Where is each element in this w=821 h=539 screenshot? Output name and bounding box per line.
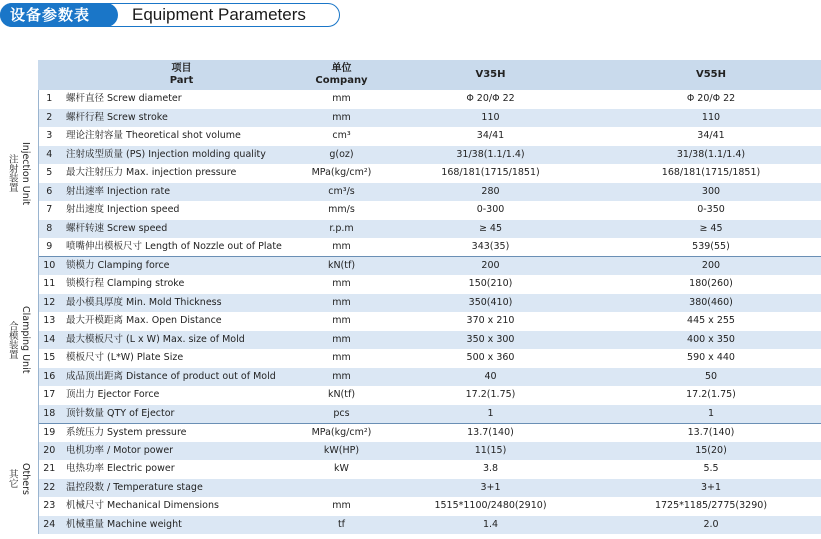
row-value-v35h: 110 [380,109,601,128]
group-label-en: Others [19,462,31,495]
row-value-v35h: 168/181(1715/1851) [380,164,601,183]
row-value-v55h: 200 [601,257,821,276]
header-unit-cn: 单位 [331,63,352,74]
row-unit: kN(tf) [303,257,380,276]
table-row [0,257,821,276]
row-value-v35h: 40 [380,368,601,387]
table-row [0,331,821,350]
row-value-v55h: ≥ 45 [601,220,821,239]
row-value-v35h: ≥ 45 [380,220,601,239]
header-part-en: Part [169,75,194,86]
row-item: 顶针数量 QTY of Ejector [60,405,303,424]
table-row [0,183,821,202]
row-item: 顶出力 Ejector Force [60,386,303,405]
row-value-v35h: 11(15) [380,442,601,461]
table-row [0,294,821,313]
page-header-banner [0,0,345,30]
row-value-v55h: 110 [601,109,821,128]
row-item: 成品顶出距离 Distance of product out of Mold [60,368,303,387]
row-item: 螺杆转速 Screw speed [60,220,303,239]
row-value-v55h: 5.5 [601,460,821,479]
row-unit: cm³/s [303,183,380,202]
row-value-v55h: 1 [601,405,821,424]
row-value-v55h: 17.2(1.75) [601,386,821,405]
row-item: 螺杆直径 Screw diameter [60,90,303,109]
row-number: 3 [38,127,60,146]
table-row [0,220,821,239]
row-number: 23 [38,497,60,516]
row-value-v35h: 31/38(1.1/1.4) [380,146,601,165]
table-row [0,312,821,331]
row-unit: mm [303,109,380,128]
table-row [0,516,821,535]
row-value-v35h: 1515*1100/2480(2910) [380,497,601,516]
row-unit: mm [303,90,380,109]
row-value-v35h: 350(410) [380,294,601,313]
row-item: 电机功率 / Motor power [60,442,303,461]
header-unit [303,60,380,90]
header-model-v35h: V35H [380,60,601,90]
row-item: 系统压力 System pressure [60,423,303,442]
row-unit: pcs [303,405,380,424]
row-value-v35h: 350 x 300 [380,331,601,350]
row-number: 20 [38,442,60,461]
parameters-table [0,60,821,534]
header-part-cn: 项目 [171,63,192,74]
row-value-v35h: 13.7(140) [380,423,601,442]
row-value-v55h: 590 x 440 [601,349,821,368]
row-value-v55h: 0-350 [601,201,821,220]
row-unit: mm [303,331,380,350]
row-value-v35h: Φ 20/Φ 22 [380,90,601,109]
row-value-v55h: 2.0 [601,516,821,535]
row-number: 2 [38,109,60,128]
row-number: 4 [38,146,60,165]
row-number: 13 [38,312,60,331]
row-value-v55h: 15(20) [601,442,821,461]
table-row [0,368,821,387]
row-value-v35h: 0-300 [380,201,601,220]
row-unit: mm [303,294,380,313]
table-row [0,238,821,257]
row-number: 6 [38,183,60,202]
row-value-v35h: 280 [380,183,601,202]
header-part [60,60,303,90]
page-title-cn: 设备参数表 [10,6,91,24]
header-unit-en: Company [315,75,368,86]
header-group-spacer [0,60,38,90]
row-unit: kW(HP) [303,442,380,461]
header-model-v55h: V55H [601,60,821,90]
table-row [0,164,821,183]
row-item: 机械尺寸 Mechanical Dimensions [60,497,303,516]
row-number: 10 [38,257,60,276]
row-value-v35h: 150(210) [380,275,601,294]
row-number: 16 [38,368,60,387]
row-value-v55h: 31/38(1.1/1.4) [601,146,821,165]
table-row [0,460,821,479]
row-value-v35h: 34/41 [380,127,601,146]
row-item: 理论注射容量 Theoretical shot volume [60,127,303,146]
table-row [0,405,821,424]
row-value-v35h: 1.4 [380,516,601,535]
table-row [0,497,821,516]
row-value-v35h: 200 [380,257,601,276]
row-value-v35h: 1 [380,405,601,424]
row-value-v55h: 300 [601,183,821,202]
row-value-v35h: 500 x 360 [380,349,601,368]
row-item: 射出速率 Injection rate [60,183,303,202]
table-row [0,90,821,109]
row-value-v35h: 343(35) [380,238,601,257]
row-number: 11 [38,275,60,294]
row-value-v35h: 370 x 210 [380,312,601,331]
row-unit: kN(tf) [303,386,380,405]
row-unit: tf [303,516,380,535]
row-unit: MPa(kg/cm²) [303,423,380,442]
row-unit: mm [303,312,380,331]
table-row [0,423,821,442]
page-title-en: Equipment Parameters [132,5,306,24]
row-number: 7 [38,201,60,220]
row-value-v55h: 445 x 255 [601,312,821,331]
row-number: 24 [38,516,60,535]
group-label-cell [0,90,38,257]
row-value-v35h: 3.8 [380,460,601,479]
table-row [0,146,821,165]
row-value-v55h: 400 x 350 [601,331,821,350]
row-unit [303,479,380,498]
row-number: 21 [38,460,60,479]
row-value-v55h: 50 [601,368,821,387]
row-value-v55h: 539(55) [601,238,821,257]
row-unit: kW [303,460,380,479]
group-label-cell [0,423,38,534]
row-item: 最大开模距离 Max. Open Distance [60,312,303,331]
table-row [0,479,821,498]
table-row [0,349,821,368]
row-item: 最小模具厚度 Min. Mold Thickness [60,294,303,313]
row-unit: mm/s [303,201,380,220]
row-item: 喷嘴伸出模板尺寸 Length of Nozzle out of Plate [60,238,303,257]
header-no-spacer [38,60,60,90]
row-value-v55h: 180(260) [601,275,821,294]
row-unit: mm [303,497,380,516]
group-label-cn: 合模装置 [6,320,18,359]
row-value-v55h: 380(460) [601,294,821,313]
table-row [0,386,821,405]
row-number: 12 [38,294,60,313]
row-unit: g(oz) [303,146,380,165]
row-item: 螺杆行程 Screw stroke [60,109,303,128]
row-number: 9 [38,238,60,257]
row-item: 最大模板尺寸 (L x W) Max. size of Mold [60,331,303,350]
row-unit: mm [303,238,380,257]
table-row [0,275,821,294]
row-number: 8 [38,220,60,239]
row-item: 模板尺寸 (L*W) Plate Size [60,349,303,368]
group-label-cn: 其它 [6,469,18,488]
group-label-cell [0,257,38,424]
row-item: 最大注射压力 Max. injection pressure [60,164,303,183]
row-unit: mm [303,349,380,368]
row-number: 22 [38,479,60,498]
table-row [0,442,821,461]
row-unit: mm [303,368,380,387]
row-item: 锁模力 Clamping force [60,257,303,276]
row-item: 机械重量 Machine weight [60,516,303,535]
row-value-v55h: 13.7(140) [601,423,821,442]
row-unit: mm [303,275,380,294]
row-unit: MPa(kg/cm²) [303,164,380,183]
row-value-v55h: 168/181(1715/1851) [601,164,821,183]
row-item: 射出速度 Injection speed [60,201,303,220]
table-header-row [0,60,821,90]
row-item: 锁模行程 Clamping stroke [60,275,303,294]
group-label-en: Injection Unit [19,141,31,205]
row-value-v35h: 3+1 [380,479,601,498]
row-number: 1 [38,90,60,109]
row-number: 18 [38,405,60,424]
row-number: 17 [38,386,60,405]
row-value-v55h: 1725*1185/2775(3290) [601,497,821,516]
row-number: 5 [38,164,60,183]
row-value-v35h: 17.2(1.75) [380,386,601,405]
row-number: 14 [38,331,60,350]
row-item: 注射成型质量 (PS) Injection molding quality [60,146,303,165]
row-value-v55h: 3+1 [601,479,821,498]
row-number: 15 [38,349,60,368]
table-row [0,201,821,220]
row-value-v55h: Φ 20/Φ 22 [601,90,821,109]
row-number: 19 [38,423,60,442]
row-unit: cm³ [303,127,380,146]
row-item: 电热功率 Electric power [60,460,303,479]
row-item: 温控段数 / Temperature stage [60,479,303,498]
row-unit: r.p.m [303,220,380,239]
row-value-v55h: 34/41 [601,127,821,146]
group-label-en: Clamping Unit [19,306,31,374]
table-row [0,127,821,146]
table-row [0,109,821,128]
group-label-cn: 注射装置 [6,154,18,193]
